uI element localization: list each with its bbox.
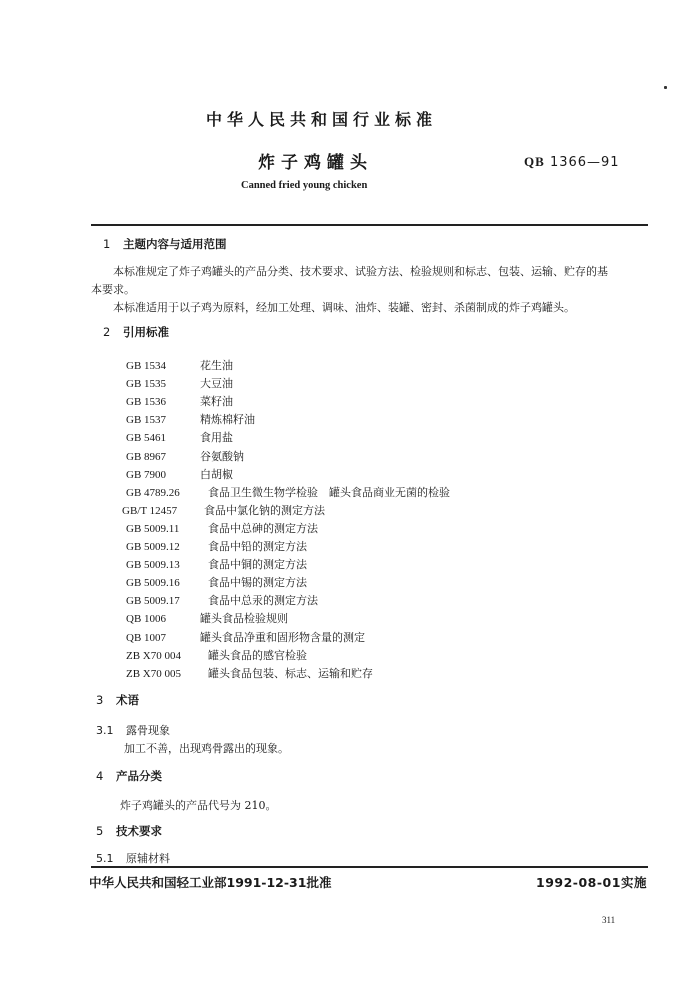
reference-code: GB 5009.11 [126,522,180,535]
reference-item [126,553,307,572]
reference-code: GB/T 12457 [122,504,178,517]
section-number: 1 [103,237,111,251]
section-1-heading [103,236,227,252]
reference-title: 罐头食品净重和固形物含量的测定 [200,630,365,644]
subsection-title: 露骨现象 [126,724,170,737]
reference-code: GB 5009.16 [126,577,180,590]
reference-item [126,535,307,554]
reference-code: ZB X70 005 [126,667,181,680]
reference-code: GB 5009.13 [126,559,180,572]
reference-code: QB 1007 [126,631,167,644]
reference-title: 食品中铅的测定方法 [208,540,307,553]
reference-title: 罐头食品检验规则 [200,612,288,626]
reference-item [126,354,233,373]
subsection-title: 原辅材料 [126,852,170,865]
reference-item [126,571,307,590]
standard-number: 1366—91 [549,155,620,170]
subsection-3-1-heading [96,722,170,738]
reference-code: GB 8967 [126,450,167,463]
reference-title: 食品中铜的测定方法 [208,558,307,572]
reference-title: 花生油 [200,359,233,372]
section-number: 3 [96,693,104,707]
section-2-heading [103,324,169,340]
reference-title: 食品中锡的测定方法 [208,576,307,590]
page-number: 311 [602,915,616,925]
reference-code: ZB X70 004 [126,649,181,662]
section-title: 主题内容与适用范围 [123,237,227,251]
reference-title: 大豆油 [200,377,233,391]
footer-divider [91,866,648,868]
scan-speck [664,86,667,89]
header-divider [91,224,648,226]
reference-item [126,517,318,536]
reference-item [126,662,373,681]
subsection-number: 5.1 [96,852,114,865]
section-4-heading [96,768,162,784]
reference-title: 食用盐 [200,431,233,445]
section-number: 4 [96,769,104,783]
reference-title: 食品中总砷的测定方法 [208,521,318,535]
reference-code: GB 4789.26 [126,486,180,499]
document-title: 炸子鸡罐头 [258,153,373,173]
reference-code: GB 1537 [126,414,167,427]
reference-item [126,481,450,500]
subsection-5-1-heading [96,850,170,866]
approval-statement: 中华人民共和国轻工业部1991-12-31批准 [89,875,332,890]
reference-code: GB 7900 [126,468,167,481]
reference-title: 谷氨酸钠 [200,449,244,463]
reference-item [126,607,288,626]
reference-title: 食品中氯化钠的测定方法 [204,503,325,517]
standard-prefix: QB [524,154,545,169]
reference-item [126,644,307,663]
reference-title: 罐头食品包装、标志、运输和贮存 [208,666,373,680]
reference-item [126,445,244,464]
national-standard-title: 中华人民共和国行业标准 [206,110,438,129]
reference-title: 食品中总汞的测定方法 [208,594,318,608]
reference-title: 菜籽油 [200,395,233,409]
section-1-para1-line2: 本要求。 [91,283,135,296]
section-number: 5 [96,824,104,838]
english-title: Canned fried young chicken [241,180,368,191]
section-title: 术语 [116,693,139,707]
section-5-heading [96,823,162,839]
section-1-para1-line1: 本标准规定了炸子鸡罐头的产品分类、技术要求、试验方法、检验规则和标志、包装、运输、贮存的基 [113,265,608,278]
reference-item [126,408,255,427]
reference-item [126,589,318,608]
reference-code: GB 1536 [126,396,167,409]
reference-code: GB 1534 [126,360,167,372]
section-4-text: 炸子鸡罐头的产品代号为 210。 [120,799,277,812]
section-title: 技术要求 [116,824,162,838]
standard-code [524,154,620,170]
reference-code: QB 1006 [126,613,167,626]
reference-item [122,499,325,518]
reference-code: GB 5461 [126,432,167,445]
reference-title: 精炼棉籽油 [200,413,255,427]
reference-code: GB 5009.17 [126,595,180,608]
subsection-3-1-text: 加工不善，出现鸡骨露出的现象。 [124,742,289,755]
section-title: 产品分类 [116,769,162,783]
reference-item [126,426,233,445]
section-title: 引用标准 [123,325,169,339]
subsection-number: 3.1 [96,724,114,737]
reference-code: GB 1535 [126,378,167,391]
reference-item [126,626,365,645]
reference-code: GB 5009.12 [126,541,180,553]
section-3-heading [96,692,139,708]
section-1-para2: 本标准适用于以子鸡为原料，经加工处理、调味、油炸、装罐、密封、杀菌制成的炸子鸡罐头。 [113,301,575,314]
reference-item [126,463,233,482]
reference-item [126,372,233,391]
reference-title: 白胡椒 [200,467,233,481]
reference-item [126,390,233,409]
reference-title: 罐头食品的感官检验 [208,648,307,662]
effective-date: 1992-08-01实施 [536,875,647,890]
reference-title: 食品卫生微生物学检验 罐头食品商业无菌的检验 [208,485,450,499]
section-number: 2 [103,325,111,339]
